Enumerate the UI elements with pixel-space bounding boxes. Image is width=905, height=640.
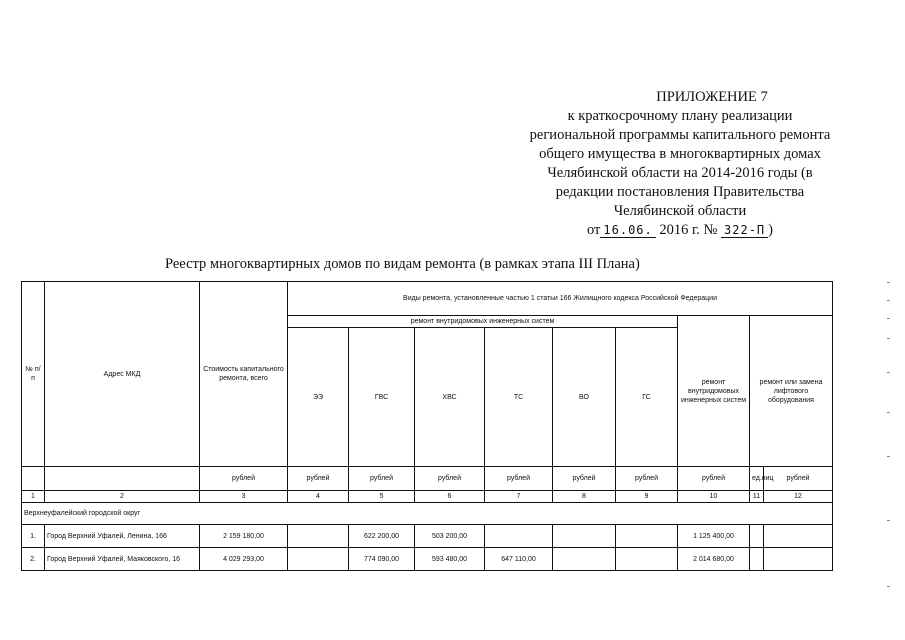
row-gs <box>616 548 678 571</box>
row-address: Город Верхний Уфалей, Ленина, 166 <box>45 525 200 548</box>
column-number: 1 <box>22 491 45 503</box>
row-hvs: 503 200,00 <box>415 525 485 548</box>
row-gvs: 774 090,00 <box>349 548 415 571</box>
appendix-line: региональной программы капитального ремонта <box>529 127 831 143</box>
scan-mark <box>887 318 890 319</box>
row-cost: 4 029 293,00 <box>200 548 288 571</box>
column-number: 7 <box>485 491 553 503</box>
column-number: 2 <box>45 491 200 503</box>
appendix-line: к краткосрочному плану реализации <box>567 108 793 124</box>
registry-table <box>21 281 833 571</box>
row-vo <box>553 548 616 571</box>
scan-mark <box>887 372 890 373</box>
unit-cell <box>45 467 200 491</box>
column-number: 9 <box>616 491 678 503</box>
resolution-date: 16.06. <box>600 223 655 238</box>
units-row <box>22 467 833 491</box>
appendix-header <box>470 88 890 240</box>
section-row <box>22 503 833 525</box>
row-lift <box>764 525 833 548</box>
scan-mark <box>887 586 890 587</box>
resolution-number: 322-П <box>721 223 768 238</box>
scan-mark <box>887 282 890 283</box>
row-num: 2. <box>22 548 45 571</box>
scan-mark <box>887 300 890 301</box>
unit-internal: рублей <box>678 467 750 491</box>
row-gs <box>616 525 678 548</box>
header-gs: ГС <box>616 328 678 467</box>
row-cost: 2 159 180,00 <box>200 525 288 548</box>
appendix-title: ПРИЛОЖЕНИЕ 7 <box>656 89 768 105</box>
scan-mark <box>887 520 890 521</box>
header-repair-types: Виды ремонта, установленные частью 1 статьи 166 Жилищного кодекса Российской Федерации <box>288 282 833 316</box>
from-prefix: от <box>586 222 601 238</box>
row-num: 1. <box>22 525 45 548</box>
column-numbers-row <box>22 491 833 503</box>
unit-ee: рублей <box>288 467 349 491</box>
scan-mark <box>887 412 890 413</box>
row-lift-count <box>750 525 764 548</box>
row-hvs: 593 480,00 <box>415 548 485 571</box>
column-number: 5 <box>349 491 415 503</box>
row-ee <box>288 548 349 571</box>
scan-mark <box>887 338 890 339</box>
column-number: 11 <box>750 491 764 503</box>
header-engineering-systems: ремонт внутридомовых инженерных систем <box>288 316 678 328</box>
column-number: 8 <box>553 491 616 503</box>
header-num: № п/п <box>22 282 45 467</box>
unit-lift: рублей <box>764 467 833 491</box>
unit-lift-count: ед.ниц <box>750 467 764 491</box>
unit-ts: рублей <box>485 467 553 491</box>
row-internal: 1 125 400,00 <box>678 525 750 548</box>
year-suffix: 2016 г. № <box>659 222 718 238</box>
column-number: 3 <box>200 491 288 503</box>
unit-vo: рублей <box>553 467 616 491</box>
section-title: Верхнеуфалейский городской округ <box>22 503 833 525</box>
appendix-line: Челябинской области на 2014-2016 годы (в <box>547 165 813 181</box>
header-gvs: ГВС <box>349 328 415 467</box>
table-row <box>22 548 833 571</box>
column-number: 6 <box>415 491 485 503</box>
column-number: 4 <box>288 491 349 503</box>
row-lift-count <box>750 548 764 571</box>
header-ts: ТС <box>485 328 553 467</box>
row-lift <box>764 548 833 571</box>
header-address: Адрес МКД <box>45 282 200 467</box>
unit-gs: рублей <box>616 467 678 491</box>
row-ee <box>288 525 349 548</box>
row-address: Город Верхний Уфалей, Маяковского, 16 <box>45 548 200 571</box>
appendix-line: Челябинской области <box>613 203 747 219</box>
row-vo <box>553 525 616 548</box>
header-internal-systems: ремонт внутридомовых инженерных систем <box>678 316 750 467</box>
unit-cell <box>22 467 45 491</box>
unit-hvs: рублей <box>415 467 485 491</box>
unit-cost: рублей <box>200 467 288 491</box>
resolution-date-line <box>470 221 890 240</box>
header-vo: ВО <box>553 328 616 467</box>
unit-gvs: рублей <box>349 467 415 491</box>
row-gvs: 622 200,00 <box>349 525 415 548</box>
row-ts <box>485 525 553 548</box>
column-number: 12 <box>764 491 833 503</box>
closing-paren: ) <box>768 222 773 238</box>
header-cost: Стоимость капитального ремонта, всего <box>200 282 288 467</box>
appendix-line: редакции постановления Правительства <box>555 184 805 200</box>
header-hvs: ХВС <box>415 328 485 467</box>
column-number: 10 <box>678 491 750 503</box>
header-ee: ЭЭ <box>288 328 349 467</box>
table-row <box>22 525 833 548</box>
header-lift: ремонт или замена лифтового оборудования <box>750 316 833 467</box>
registry-title: Реестр многоквартирных домов по видам ремонта (в рамках этапа III Плана) <box>165 256 640 272</box>
row-internal: 2 014 680,00 <box>678 548 750 571</box>
scan-mark <box>887 456 890 457</box>
row-ts: 647 110,00 <box>485 548 553 571</box>
appendix-line: общего имущества в многоквартирных домах <box>539 146 821 162</box>
